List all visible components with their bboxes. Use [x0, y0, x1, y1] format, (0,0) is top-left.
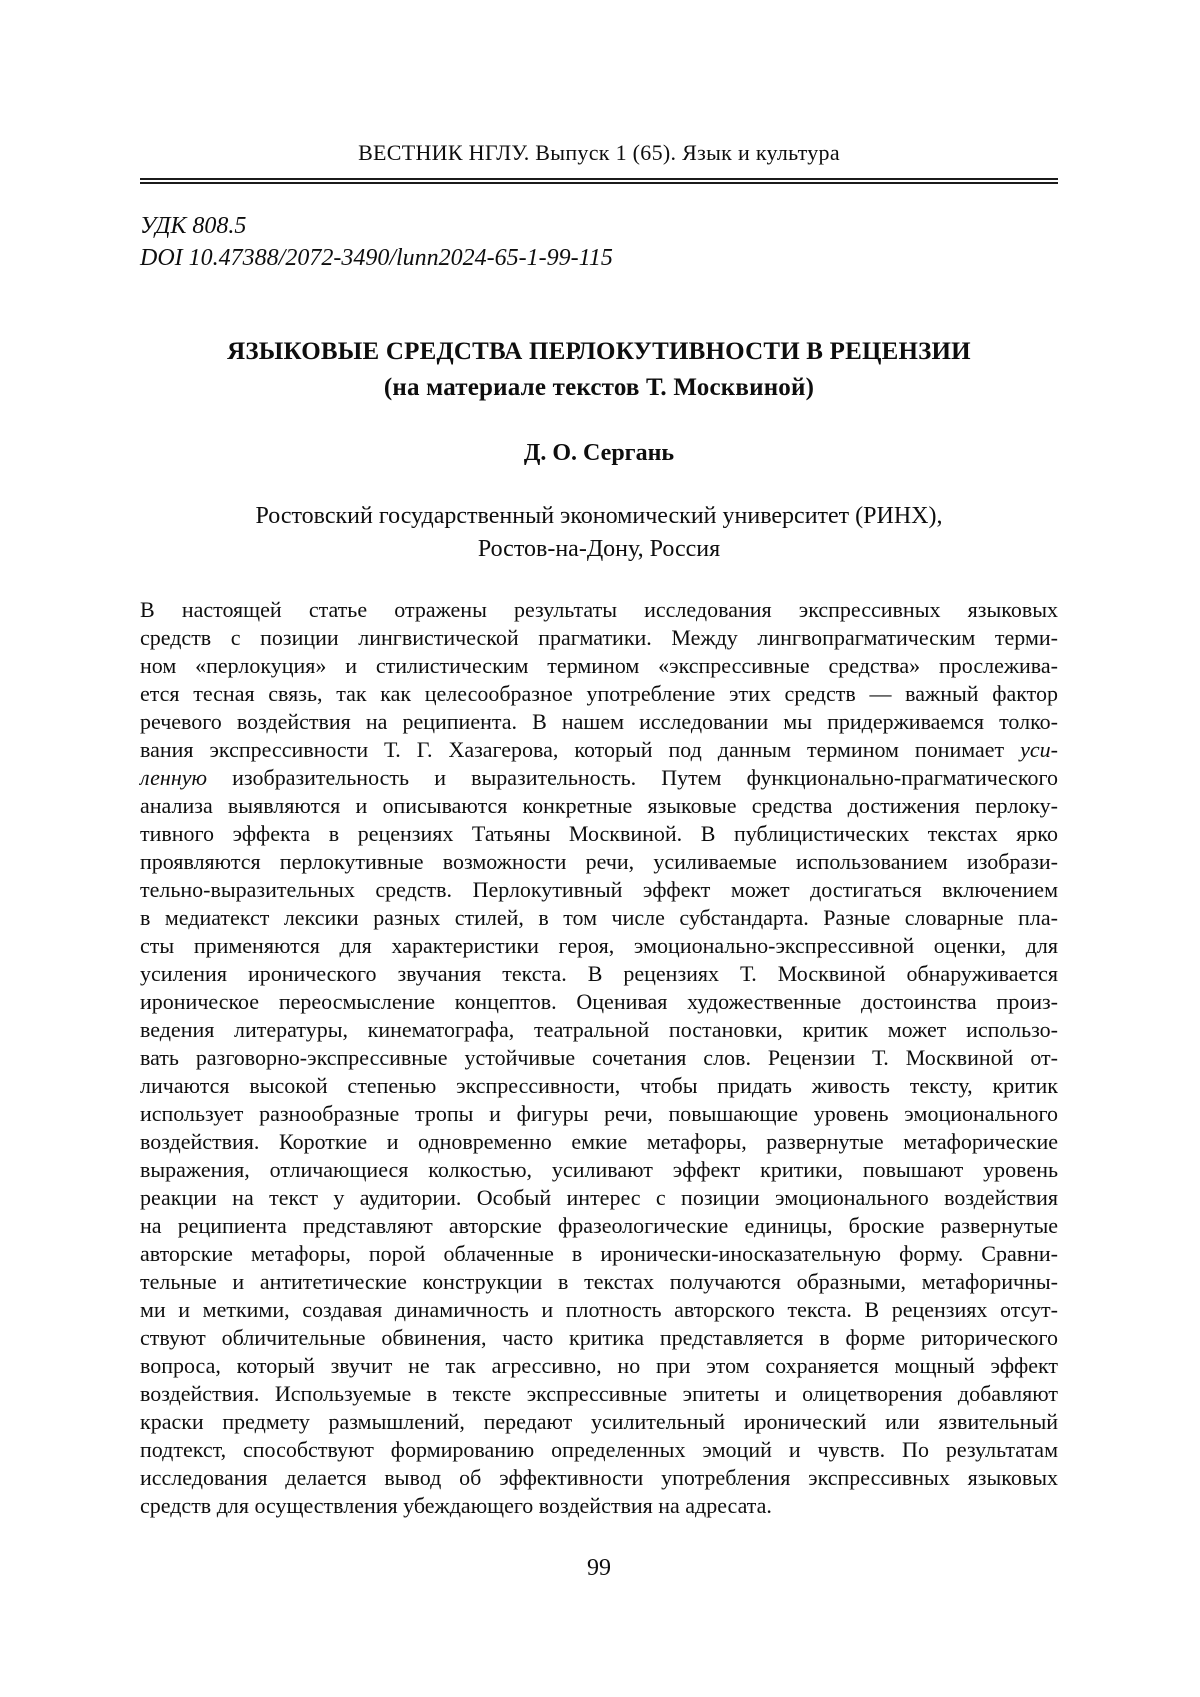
abstract-line: речевого воздействия на реципиента. В нашем исследовании мы придерживаемся толко-: [140, 709, 1058, 734]
article-title: [140, 334, 1058, 406]
abstract-line: выражения, отличающиеся колкостью, усиливают эффект критики, повышают уровень: [140, 1157, 1058, 1182]
abstract-line: воздействия. Короткие и одновременно емкие метафоры, развернутые метафорические: [140, 1129, 1058, 1154]
header-rule: [140, 178, 1058, 184]
abstract-line: ется тесная связь, так как целесообразное употребление этих средств — важный фактор: [140, 681, 1058, 706]
abstract-line: подтекст, способствуют формированию определенных эмоций и чувств. По результатам: [140, 1437, 1058, 1462]
author-name: Д. О. Сергань: [523, 440, 675, 466]
abstract-line: ленную изобразительность и выразительность. Путем функционально-прагматического: [140, 765, 1058, 790]
affiliation-line2: Ростов-на-Дону, Россия: [477, 536, 721, 562]
article-title-line1: ЯЗЫКОВЫЕ СРЕДСТВА ПЕРЛОКУТИВНОСТИ В РЕЦЕНЗИИ: [227, 338, 971, 365]
running-header: ВЕСТНИК НГЛУ. Выпуск 1 (65). Язык и культура: [358, 140, 840, 165]
abstract-line: краски предмету размышлений, передают усилительный иронический или язвительный: [140, 1409, 1058, 1434]
page-number: 99: [587, 1555, 611, 1581]
abstract-line: реакции на текст у аудитории. Особый интерес с позиции эмоционального воздействия: [140, 1185, 1058, 1210]
abstract-line: вать разговорно-экспрессивные устойчивые сочетания слов. Рецензии Т. Москвиной от-: [140, 1045, 1058, 1070]
abstract-line: ствуют обличительные обвинения, часто критика представляется в форме риторического: [140, 1325, 1058, 1350]
doi-line: DOI 10.47388/2072-3490/lunn2024-65-1-99-115: [140, 245, 613, 271]
abstract-line: тельные и антитетические конструкции в текстах получаются образными, метафоричны-: [140, 1269, 1058, 1294]
article-title-line2: (на материале текстов Т. Москвиной): [383, 374, 815, 401]
abstract-line: исследования делается вывод об эффективности употребления экспрессивных языковых: [140, 1465, 1058, 1490]
affiliation: [140, 500, 1058, 566]
abstract-line: личаются высокой степенью экспрессивности, чтобы придать живость тексту, критик: [140, 1073, 1058, 1098]
abstract-line: средств с позиции лингвистической прагматики. Между лингвопрагматическим терми-: [140, 625, 1058, 650]
abstract-line: проявляются перлокутивные возможности речи, усиливаемые использованием изобрази-: [140, 849, 1058, 874]
abstract-line: воздействия. Используемые в тексте экспрессивные эпитеты и олицетворения добавляют: [140, 1381, 1058, 1406]
abstract-line: усиления иронического звучания текста. В рецензиях Т. Москвиной обнаруживается: [140, 961, 1058, 986]
affiliation-line1: Ростовский государственный экономический университет (РИНХ),: [255, 503, 943, 529]
abstract-line: средств для осуществления убеждающего воздействия на адресата.: [140, 1493, 772, 1518]
abstract-line: ми и меткими, создавая динамичность и плотность авторского текста. В рецензиях отсут-: [140, 1297, 1058, 1322]
abstract-line: вания экспрессивности Т. Г. Хазагерова, который под данным термином понимает уси-: [140, 737, 1058, 762]
abstract-line: авторские метафоры, порой облаченные в иронически-иносказательную форму. Сравни-: [140, 1241, 1058, 1266]
abstract-line: вопроса, который звучит не так агрессивно, но при этом сохраняется мощный эффект: [140, 1353, 1058, 1378]
udc-doi-block: [140, 210, 1058, 274]
abstract-text: [140, 596, 1058, 1520]
abstract-line: на реципиента представляют авторские фразеологические единицы, броские развернутые: [140, 1213, 1058, 1238]
abstract-line: тельно-выразительных средств. Перлокутивный эффект может достигаться включением: [140, 877, 1058, 902]
page-content: [140, 0, 1058, 1582]
udc-number: УДК 808.5: [140, 213, 247, 239]
abstract-line: ведения литературы, кинематографа, театральной постановки, критик может использо-: [140, 1017, 1058, 1042]
abstract-line: анализа выявляются и описываются конкретные языковые средства достижения перлоку-: [140, 793, 1058, 818]
abstract-line: тивного эффекта в рецензиях Татьяны Москвиной. В публицистических текстах ярко: [140, 821, 1058, 846]
abstract-line: сты применяются для характеристики героя, эмоционально-экспрессивной оценки, для: [140, 933, 1058, 958]
abstract-line: В настоящей статье отражены результаты исследования экспрессивных языковых: [140, 597, 1058, 622]
abstract-line: использует разнообразные тропы и фигуры речи, повышающие уровень эмоционального: [140, 1101, 1058, 1126]
abstract-line: ироническое переосмысление концептов. Оценивая художественные достоинства произ-: [140, 989, 1058, 1014]
abstract-line: ном «перлокуция» и стилистическим термином «экспрессивные средства» прослежива-: [140, 653, 1058, 678]
abstract-line: в медиатекст лексики разных стилей, в том числе субстандарта. Разные словарные пла-: [140, 905, 1058, 930]
